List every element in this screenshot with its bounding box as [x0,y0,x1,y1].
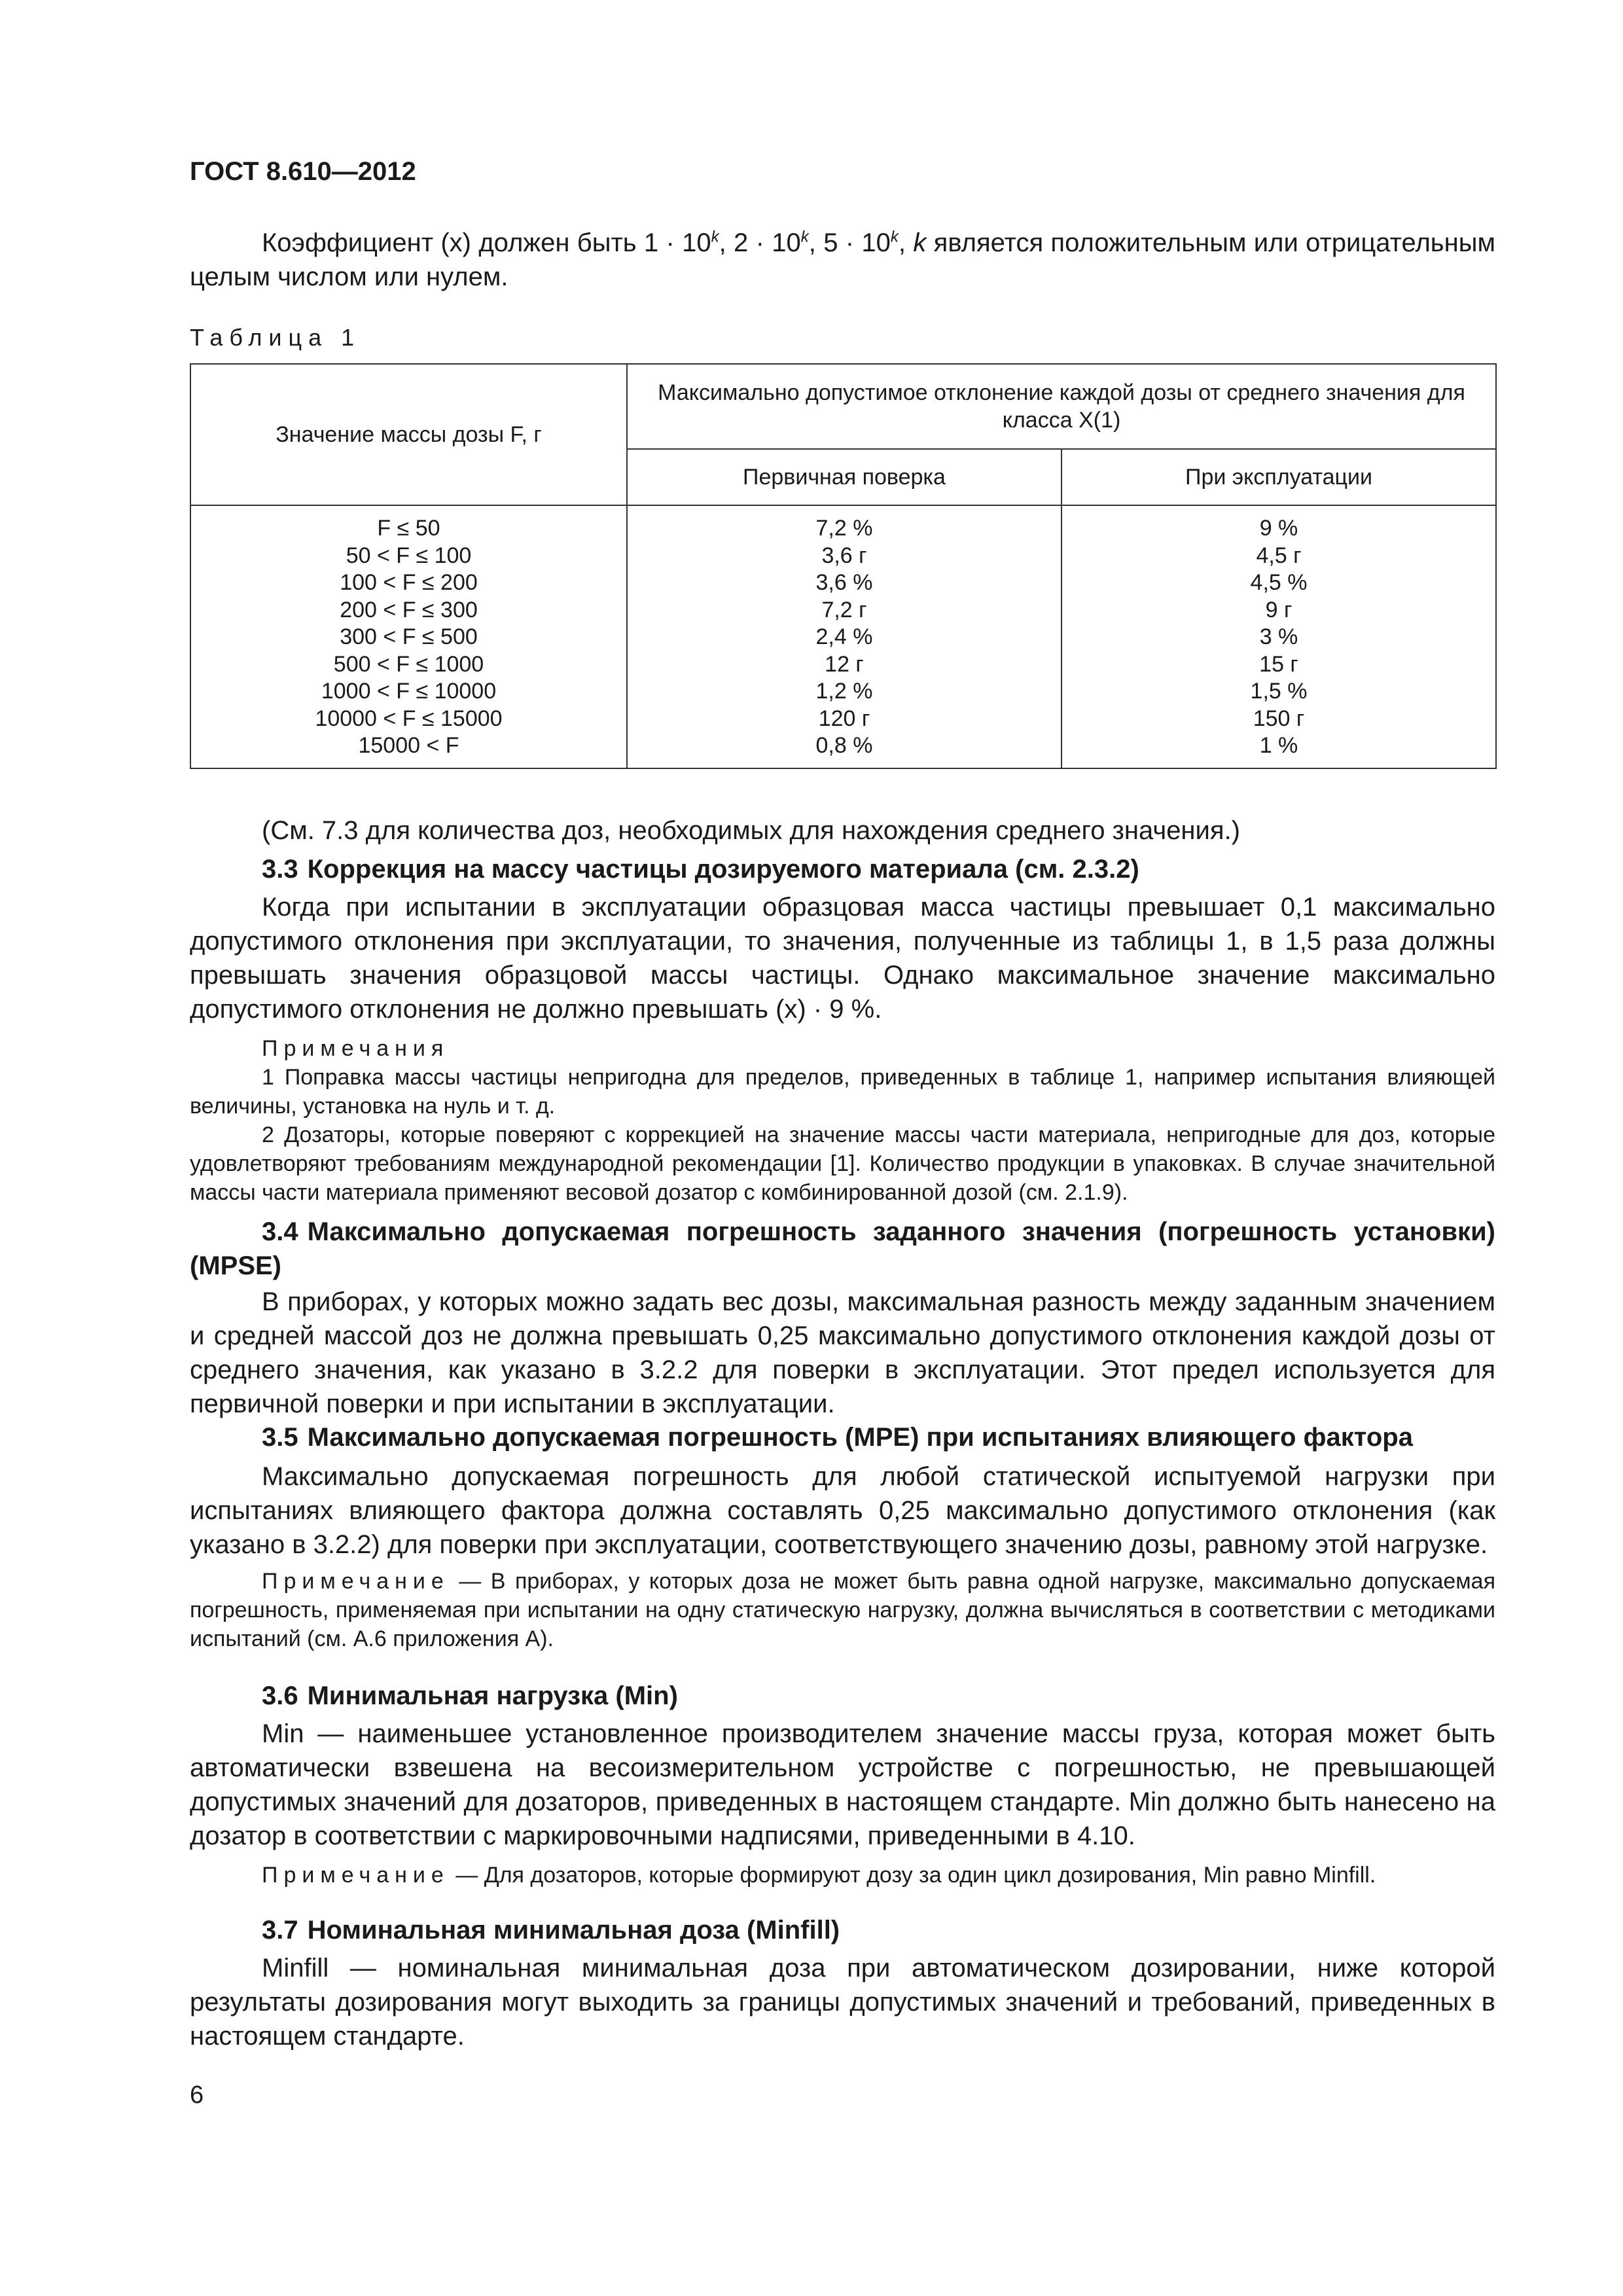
cell-initial: 2,4 % [627,624,1061,651]
cell-service: 150 г [1061,706,1496,733]
cell-mass: 200 < F ≤ 300 [190,597,627,624]
table-header-initial: Первичная поверка [627,449,1061,505]
cell-mass: 15000 < F [190,732,627,768]
mass-deviation-table [190,363,1497,769]
cell-initial: 120 г [627,706,1061,733]
cell-mass: 50 < F ≤ 100 [190,543,627,570]
table-row [190,597,1496,624]
table-row [190,732,1496,768]
cell-mass: 500 < F ≤ 1000 [190,651,627,679]
table-row [190,706,1496,733]
section-3-5-note: Примечание — В приборах, у которых доза не может быть равна одной нагрузке, максимально допускаемая погрешность, применяемая при испытании на одну статическую нагрузку, должна вычисляться в соответствии с методиками испытаний (см. А.6 приложения А). [190,1569,1495,1651]
table-row [190,543,1496,570]
cell-mass: F ≤ 50 [190,505,627,543]
table-row [190,651,1496,679]
page-number: 6 [190,2081,204,2109]
cell-service: 3 % [1061,624,1496,651]
section-3-4-heading: 3.4 Максимально допускаемая погрешность заданного значения (погрешность установки) (MPSE) [190,1217,1495,1280]
section-3-4-body: В приборах, у которых можно задать вес дозы, максимальная разность между заданным значением и средней массой доз не должна превышать 0,25 максимально допустимого отклонения каждой дозы от среднего значения, как указано в 3.2.2 для поверки в эксплуатации. Этот предел используется для первичной поверки и при испытании в эксплуатации. [190,1287,1495,1418]
table-header-mass: Значение массы дозы F, г [190,364,627,505]
cell-mass: 100 < F ≤ 200 [190,569,627,597]
cell-initial: 12 г [627,651,1061,679]
cell-service: 1 % [1061,732,1496,768]
cell-service: 9 % [1061,505,1496,543]
cell-mass: 10000 < F ≤ 15000 [190,706,627,733]
document-code: ГОСТ 8.610—2012 [190,157,416,186]
cell-initial: 3,6 г [627,543,1061,570]
cell-service: 4,5 % [1061,569,1496,597]
section-3-3-body: Когда при испытании в эксплуатации образцовая масса частицы превышает 0,1 максимально допустимого отклонения при эксплуатации, то значения, полученные из таблицы 1, в 1,5 раза должны превышать значения образцовой массы частицы. Однако максимальное значение максимально допустимого отклонения не должно превышать (x) · 9 %. [190,893,1495,1024]
section-3-6-heading: 3.6 Минимальная нагрузка (Min) [262,1681,678,1710]
section-3-3-heading: 3.3 Коррекция на массу частицы дозируемого материала (см. 2.3.2) [262,855,1139,884]
cell-initial: 3,6 % [627,569,1061,597]
notes-title: Примечания [262,1036,450,1061]
section-3-6-note: Примечание — Для дозаторов, которые формируют дозу за один цикл дозирования, Min равно Minfill. [262,1863,1376,1888]
cell-service: 15 г [1061,651,1496,679]
note-2: 2 Дозаторы, которые поверяют с коррекцией на значение массы части материала, непригодные для доз, которые удовлетворяют требованиям международной рекомендации [1]. Количество продукции в упаковках. В случае значительной массы части материала применяют весовой дозатор с комбинированной дозой (см. 2.1.9). [190,1122,1495,1205]
cell-initial: 0,8 % [627,732,1061,768]
table-caption: Таблица 1 [190,324,361,351]
intro-paragraph: Коэффициент (x) должен быть $1 \cdot 10^k$, $2 \cdot 10^k$, $5 \cdot 10^k$, k является положительным или отрицательным целым числом или нулем. [190,228,1495,291]
table-row [190,505,1496,543]
section-3-5-body: Максимально допускаемая погрешность для любой статической испытуемой нагрузки при испытаниях влияющего фактора должна составлять 0,25 максимально допустимого отклонения (как указано в 3.2.2) для поверки при эксплуатации, соответствующего значению дозы, равному этой нагрузке. [190,1462,1495,1559]
table-row [190,678,1496,706]
table-row [190,624,1496,651]
cell-initial: 7,2 г [627,597,1061,624]
table-header-service: При эксплуатации [1061,449,1496,505]
cell-initial: 7,2 % [627,505,1061,543]
table-row [190,569,1496,597]
section-3-5-heading: 3.5 Максимально допускаемая погрешность (MPE) при испытаниях влияющего фактора [262,1423,1413,1452]
cell-service: 1,5 % [1061,678,1496,706]
table-reference-note: (См. 7.3 для количества доз, необходимых для нахождения среднего значения.) [262,816,1240,845]
cell-mass: 300 < F ≤ 500 [190,624,627,651]
cell-service: 9 г [1061,597,1496,624]
cell-service: 4,5 г [1061,543,1496,570]
cell-initial: 1,2 % [627,678,1061,706]
section-3-7-body: Minfill — номинальная минимальная доза при автоматическом дозировании, ниже которой результаты дозирования могут выходить за границы допустимых значений и требований, приведенных в настоящем стандарте. [190,1954,1495,2051]
section-3-7-heading: 3.7 Номинальная минимальная доза (Minfill) [262,1916,840,1945]
cell-mass: 1000 < F ≤ 10000 [190,678,627,706]
table-header-group: Максимально допустимое отклонение каждой дозы от среднего значения для класса X(1) [627,364,1496,449]
note-1: 1 Поправка массы частицы непригодна для пределов, приведенных в таблице 1, например испытания влияющей величины, установка на нуль и т. д. [190,1065,1495,1119]
section-3-6-body: Min — наименьшее установленное производителем значение массы груза, которая может быть автоматически взвешена на весоизмерительном устройстве с погрешностью, не превышающей допустимых значений для дозаторов, приведенных в настоящем стандарте. Min должно быть нанесено на дозатор в соответствии с маркировочными надписями, приведенными в 4.10. [190,1719,1495,1850]
